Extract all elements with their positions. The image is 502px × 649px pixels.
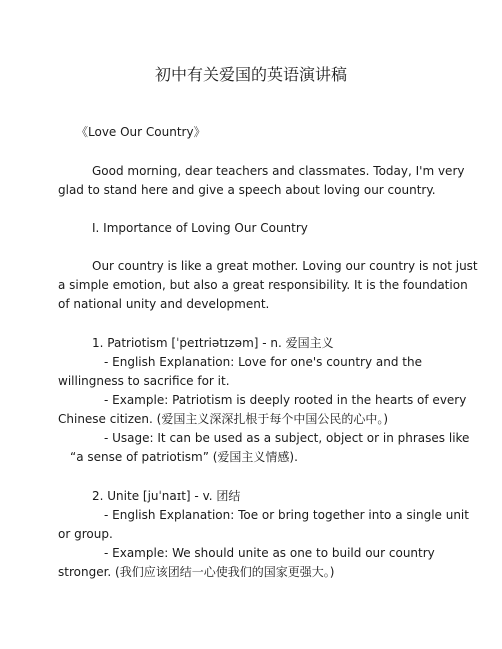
vocab-heading: 1. Patriotism [ˈpeɪtriətɪzəm] - n. 爱国主义 (92, 336, 334, 350)
paragraph-line: Good morning, dear teachers and classmates. Today, I'm very (92, 164, 465, 178)
vocab-detail-line: - Example: Patriotism is deeply rooted in the hearts of every (104, 393, 467, 407)
paragraph-line: of national unity and development. (58, 297, 270, 311)
section-heading: I. Importance of Loving Our Country (92, 221, 308, 235)
vocab-detail-line: - Example: We should unite as one to build our country (104, 546, 435, 560)
vocab-detail-line: willingness to sacrifice for it. (58, 374, 230, 388)
vocab-detail-line: - Usage: It can be used as a subject, object or in phrases like (104, 431, 470, 445)
document-title: 初中有关爱国的英语演讲稿 (154, 65, 347, 84)
vocab-detail-line: or group. (58, 527, 113, 541)
vocab-detail-line: - English Explanation: Toe or bring together into a single unit (104, 508, 469, 522)
vocab-detail-line: stronger. (我们应该团结一心使我们的国家更强大。) (58, 565, 335, 579)
paragraph-line: glad to stand here and give a speech about loving our country. (58, 183, 436, 197)
vocab-detail-line: Chinese citizen. (爱国主义深深扎根于每个中国公民的心中。) (58, 412, 389, 426)
speech-title-line: 《Love Our Country》 (76, 125, 206, 139)
vocab-detail-line: “a sense of patriotism” (爱国主义情感). (70, 450, 298, 464)
paragraph-line: Our country is like a great mother. Loving our country is not just (92, 259, 478, 273)
vocab-detail-line: - English Explanation: Love for one's country and the (104, 355, 422, 369)
paragraph-line: a simple emotion, but also a great responsibility. It is the foundation (58, 278, 468, 292)
vocab-heading: 2. Unite [juˈnaɪt] - v. 团结 (92, 489, 241, 503)
